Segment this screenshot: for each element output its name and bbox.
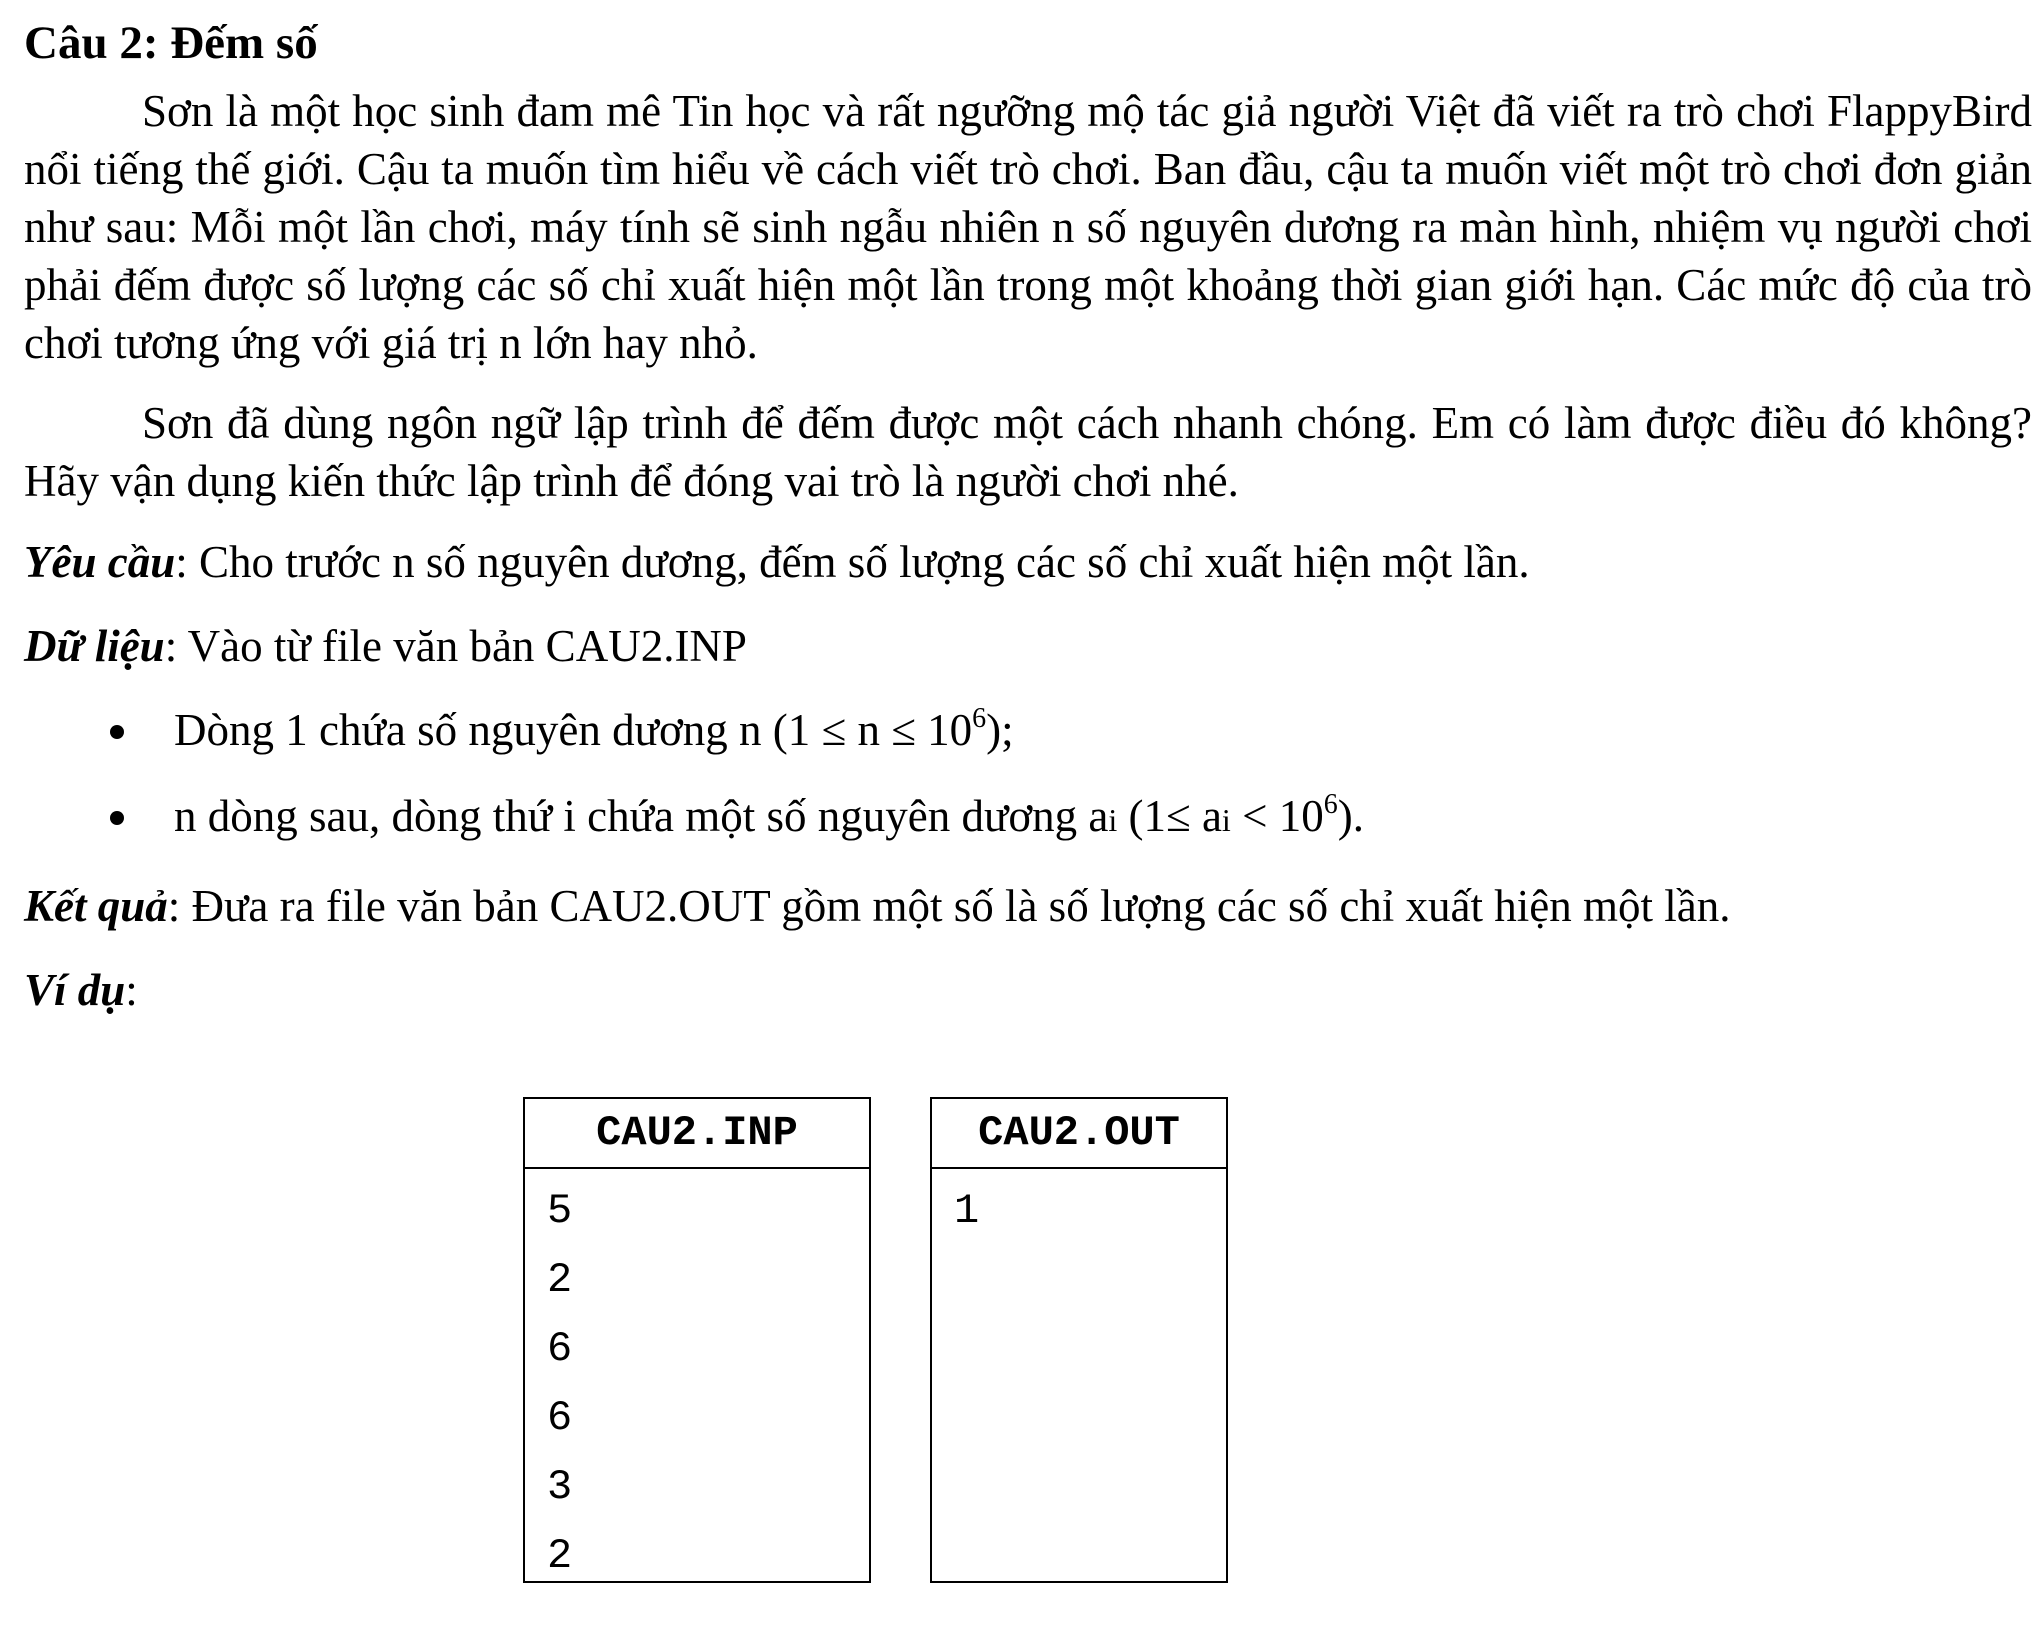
sample-output-header: CAU2.OUT — [932, 1099, 1226, 1169]
sample-output-lines — [932, 1169, 1226, 1246]
sample-output-box — [930, 1097, 1228, 1583]
input-text: : Vào từ file văn bản CAU2.INP — [164, 621, 747, 671]
sample-input-line: 2 — [547, 1532, 573, 1580]
problem-statement — [24, 12, 2032, 1044]
sample-input-box — [523, 1097, 871, 1583]
sample-input-line: 5 — [547, 1187, 573, 1235]
input-bullets — [24, 700, 2032, 850]
story-paragraph-2: Sơn đã dùng ngôn ngữ lập trình để đếm được một cách nhanh chóng. Em có làm được điều đó không? Hãy vận dụng kiến thức lập trình để đóng vai trò là người chơi nhé. — [24, 398, 2032, 506]
example-line: Ví dụ: — [24, 965, 138, 1015]
example-label: Ví dụ — [24, 965, 126, 1015]
input-line — [24, 616, 2032, 676]
output-label: Kết quả — [24, 881, 168, 931]
requirement-label: Yêu cầu — [24, 537, 176, 587]
input-bullet-1: Dòng 1 chứa số nguyên dương n $(1 \le n \le 10^6)$; — [24, 700, 2032, 760]
sample-output-line: 1 — [954, 1187, 980, 1235]
problem-title: Câu 2: Đếm số — [24, 17, 318, 69]
output-text: : Đưa ra file văn bản CAU2.OUT gồm một số là số lượng các số chỉ xuất hiện một lần. — [167, 881, 1731, 931]
requirement-text: : Cho trước n số nguyên dương, đếm số lượng các số chỉ xuất hiện một lần. — [175, 537, 1530, 587]
bullet-dot-icon — [110, 811, 124, 825]
requirement-line — [24, 532, 2032, 592]
output-line — [24, 876, 2032, 936]
sample-input-line: 6 — [547, 1325, 573, 1373]
sample-input-line: 6 — [547, 1394, 573, 1442]
story-paragraph-1: Sơn là một học sinh đam mê Tin học và rất ngưỡng mộ tác giả người Việt đã viết ra trò chơi FlappyBird nổi tiếng thế giới. Cậu ta muốn tìm hiểu về cách viết trò chơi. Ban đầu, cậu ta muốn viết một trò chơi đơn giản như sau: Mỗi một lần chơi, máy tính sẽ sinh ngẫu nhiên n số nguyên dương ra màn hình, nhiệm vụ người chơi phải đếm được số lượng các số chỉ xuất hiện một lần trong một khoảng thời gian giới hạn. Các mức độ của trò chơi tương ứng với giá trị n lớn hay nhỏ. — [24, 86, 2032, 368]
sample-input-lines — [525, 1169, 869, 1591]
sample-input-line: 2 — [547, 1256, 573, 1304]
input-label: Dữ liệu — [24, 621, 165, 671]
sample-input-header: CAU2.INP — [525, 1099, 869, 1169]
input-bullet-2: n dòng sau, dòng thứ i chứa một số nguyên dương ai (1≤ ai < $10^6$). — [24, 786, 2032, 850]
bullet-dot-icon — [110, 725, 124, 739]
sample-input-line: 3 — [547, 1463, 573, 1511]
